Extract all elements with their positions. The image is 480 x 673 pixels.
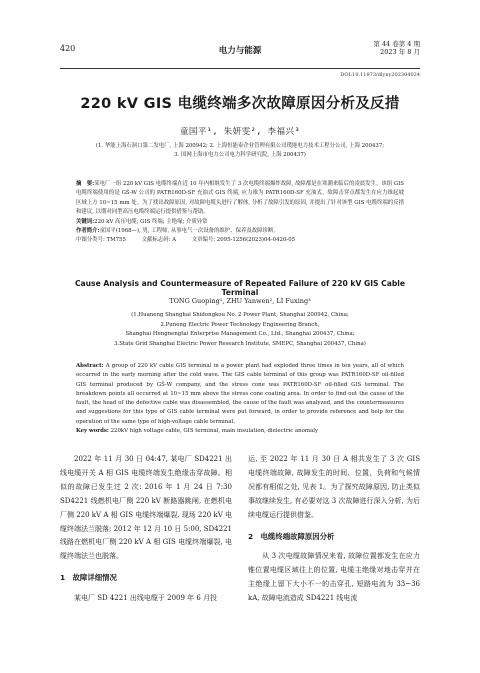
article-number: 文章编号: 2095-1256(2023)04-0420-05	[191, 237, 296, 244]
affiliation-line: 2.Puneng Electric Power Technology Engineering Branch,	[160, 321, 320, 328]
abstract-chinese	[76, 180, 404, 246]
classification-line	[76, 236, 404, 245]
document-code: 文献标志码: A	[141, 237, 176, 244]
abstract-label: 摘 要:	[76, 181, 95, 187]
body-paragraph: 2022 年 11 月 30 日 04:47, 某电厂 SD4221 出线电缆开关 A 相 GIS 电缆终端发生绝缘击穿故障。相似的故障已发生过 2 次: 2016 年 1 月 24 日 7:30 SD4221 线燃机电厂侧 220 kV 断路器跳闸, 在燃机电厂侧 220 kV A 相 GIS 电缆终端爆裂, 现场 220 kV 电缆终端法兰脱落; 2012 年 12 月 10 日 5:00, SD4221 线路在燃机电厂侧 220 kV A 相 GIS 电缆终端爆裂, 电缆终端法兰也脱落。	[60, 455, 232, 561]
affiliations	[62, 142, 418, 160]
body-paragraph: 某电厂 SD 4221 出线电缆于 2009 年 6 月投	[74, 594, 218, 603]
issue-info	[373, 40, 420, 56]
affiliation-line: (1. 华能上海石洞口第二发电厂, 上海 200942; 2. 上海恒能泰企业管理有限公司璞能电力技术工程分公司, 上海 200437;	[95, 143, 385, 149]
doi: DOI:10.11973/dlyny202304024	[340, 72, 420, 78]
body-paragraph: 运, 至 2022 年 11 月 30 日 A 相共发生了 3 次 GIS 电缆终端故障, 故障发生的时间、位置、负荷和气候情况都有相似之处, 见表 1。为了探究故障原因, 防止类似事故继续发生, 有必要对这 3 次故障进行深入分析, 为后续电缆运行提供借鉴。	[248, 455, 420, 519]
volume-issue: 第 44 卷第 4 期	[373, 40, 420, 48]
author-list: 童国平¹, 朱妍雯², 李福兴³	[179, 127, 301, 137]
author-bio-label: 作者简介:	[76, 228, 100, 235]
english-author-list: TONG Guoping¹, ZHU Yanwen², LI Fuxing³	[169, 297, 311, 305]
body-column-right	[248, 453, 420, 606]
affiliation-line: 3.State Grid Shanghai Electric Power Research Institute, SMEPC, Shanghai 200437, China)	[114, 340, 366, 347]
running-header	[60, 40, 420, 66]
body-paragraph: 从 3 次电缆故障情况来看, 故障位置都发生在应力锥位置电缆区域往上的位置, 电缆主绝缘对地击穿并在主绝缘上留下大小不一的击穿孔, 短路电流为 33~36 kA, 故障电流造成 SD4221 线电流	[248, 552, 420, 603]
english-affiliations	[70, 311, 410, 349]
issue-date: 2023 年 8 月	[380, 48, 420, 56]
section-heading: 2 电缆终端故障原因分析	[248, 531, 335, 541]
keywords-label: 关键词:	[76, 218, 95, 225]
abstract-text: A group of 220 kV cable GIS terminal in a power plant had exploded three times in ten years, all of which occurred in the early morning after the cold wave. The GIS cable terminal of this group was PATR160D-SF oil-filled GIS terminal produced by GŠ-W company, and the stress cone was PATR160D-SF oil-filled GIS terminal. The breakdown points all occurred at 10~15 mm above the stress cone coating area. In order to find out the cause of the fault, the head of the defective cable was disassembled, the cause of the fault was analyzed, and the countermeasures and suggestions for this type of GIS cable terminal were put forward, in order to provide reference and help for the operation of the same type of high-voltage cable terminal.	[76, 363, 404, 425]
body-column-left	[60, 453, 232, 606]
keywords-text: 220kV high voltage cable, GIS terminal, main insulation, dielectric anomaly	[110, 428, 318, 435]
affiliation-line: (1.Huaneng Shanghai Shidongkou No. 2 Power Plant, Shanghai 200942, China;	[131, 312, 349, 318]
english-title: Cause Analysis and Countermeasure of Repeated Failure of 220 kV GIS Cable Terminal	[74, 279, 406, 297]
keywords-text: 220 kV 高压电缆; GIS 终端; 主绝缘; 介质异常	[94, 218, 208, 225]
abstract-text: 某电厂一组 220 kV GIS 电缆终端在近 10 年内相继发生了 3 次电缆终端爆炸故障, 故障都是在寒潮来临后的凌晨发生。该组 GIS 电缆终端使用的是 GŠ-W 公司的 PATR160D-SF 充油式 GIS 终端, 应力锥为 PATR160D-SF 充油式。故障击穿点都发生在应力锥起坡区域上方 10~15 mm 处。为了找出故障原因, 对故障电缆头进行了解体, 分析了故障引发的原因, 并提出了针对该型 GIS 电缆终端的反措和建议, 以期对同型高压电缆终端运行提供借鉴与帮助。	[76, 181, 404, 216]
journal-name: 电力与能源	[218, 46, 262, 56]
abstract-english	[76, 362, 404, 436]
keywords-label: Key words:	[76, 428, 109, 435]
page-number: 420	[60, 44, 76, 53]
article-title: 220 kV GIS 电缆终端多次故障原因分析及反措	[80, 96, 400, 112]
section-heading: 1 故障详细情况	[60, 573, 117, 583]
author-bio-text: 童国平(1968—), 男, 工程师, 从事电气一次设备的维护、保养及故障诊断。	[99, 228, 279, 235]
affiliation-line: Shanghai Hengnengtai Enterprise Management Co., Ltd., Shanghai 200437, China;	[125, 331, 355, 338]
affiliation-line: 3. 国网上海市电力公司电力科学研究院, 上海 200437)	[174, 152, 306, 158]
header-rule	[60, 68, 420, 69]
abstract-label: Abstract:	[76, 363, 104, 369]
clc-code: 中图分类号: TM755	[76, 237, 126, 244]
